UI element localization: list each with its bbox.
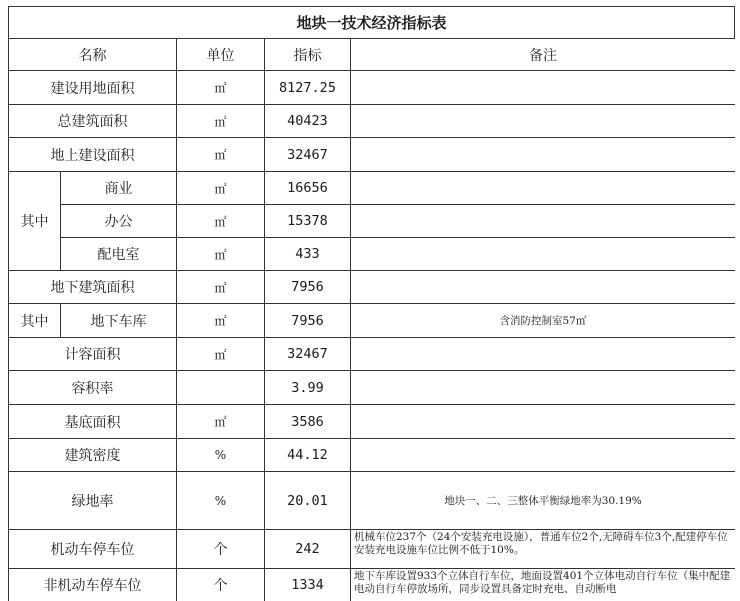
row-note: 含消防控制室57㎡ [351,304,736,338]
row-note [351,271,736,304]
row-value: 3586 [265,405,351,439]
row-note [351,338,736,371]
table-row [9,530,736,569]
row-unit: ㎡ [177,304,265,338]
row-note: 机械车位237个（24个安装充电设施），普通车位2个,无障碍车位3个,配建停车位安装充电设施车位比例不低于10%。 [351,530,736,569]
row-note [351,238,736,271]
row-note [351,405,736,439]
row-name: 配电室 [61,238,177,271]
row-name: 地下建筑面积 [9,271,177,304]
row-unit: ㎡ [177,271,265,304]
row-name: 建设用地面积 [9,71,177,105]
table-row [9,371,736,405]
row-unit: % [177,439,265,472]
table-row [9,472,736,530]
row-name: 地下车库 [61,304,177,338]
row-value: 32467 [265,138,351,172]
row-value: 1334 [265,569,351,601]
row-name: 地上建设面积 [9,138,177,172]
row-unit [177,371,265,405]
row-value: 242 [265,530,351,569]
table-row [9,338,736,371]
table-row [9,569,736,601]
row-value: 32467 [265,338,351,371]
row-name: 容积率 [9,371,177,405]
row-name: 机动车停车位 [9,530,177,569]
row-name: 绿地率 [9,472,177,530]
row-name: 计容面积 [9,338,177,371]
row-name: 总建筑面积 [9,105,177,138]
row-name: 建筑密度 [9,439,177,472]
row-value: 44.12 [265,439,351,472]
group-label: 其中 [9,172,61,271]
header-unit: 单位 [177,39,265,71]
row-unit: 个 [177,530,265,569]
row-name: 基底面积 [9,405,177,439]
table-row [9,71,736,105]
table-row [9,138,736,172]
row-unit: ㎡ [177,138,265,172]
table-row [9,238,736,271]
header-row [9,39,736,71]
table-title: 地块一技术经济指标表 [8,6,735,38]
row-unit: ㎡ [177,172,265,205]
row-note [351,371,736,405]
row-value: 7956 [265,304,351,338]
row-name: 非机动车停车位 [9,569,177,601]
row-unit: ㎡ [177,105,265,138]
header-value: 指标 [265,39,351,71]
table-row [9,172,736,205]
row-unit: % [177,472,265,530]
row-value: 8127.25 [265,71,351,105]
row-unit: ㎡ [177,238,265,271]
table-row [9,439,736,472]
row-value: 7956 [265,271,351,304]
indicator-table [8,38,735,601]
table-row [9,304,736,338]
table-row [9,271,736,304]
row-note [351,71,736,105]
table-row [9,105,736,138]
row-value: 15378 [265,205,351,238]
row-note: 地下车库设置933个立体自行车位，地面设置401个立体电动自行车位（集中配建电动自行车停放场所，同步设置具备定时充电、自动断电 [351,569,736,601]
row-value: 16656 [265,172,351,205]
table-row [9,405,736,439]
row-value: 40423 [265,105,351,138]
header-name: 名称 [9,39,177,71]
row-unit: ㎡ [177,205,265,238]
row-unit: ㎡ [177,405,265,439]
table-row [9,205,736,238]
row-note [351,439,736,472]
row-name: 办公 [61,205,177,238]
header-note: 备注 [351,39,736,71]
row-value: 433 [265,238,351,271]
row-note [351,138,736,172]
row-value: 20.01 [265,472,351,530]
row-note [351,205,736,238]
row-unit: ㎡ [177,338,265,371]
row-name: 商业 [61,172,177,205]
row-unit: 个 [177,569,265,601]
row-note [351,172,736,205]
row-value: 3.99 [265,371,351,405]
row-note [351,105,736,138]
row-unit: ㎡ [177,71,265,105]
indicator-sheet [8,6,735,601]
row-note: 地块一、二、三整体平衡绿地率为30.19% [351,472,736,530]
group-label: 其中 [9,304,61,338]
